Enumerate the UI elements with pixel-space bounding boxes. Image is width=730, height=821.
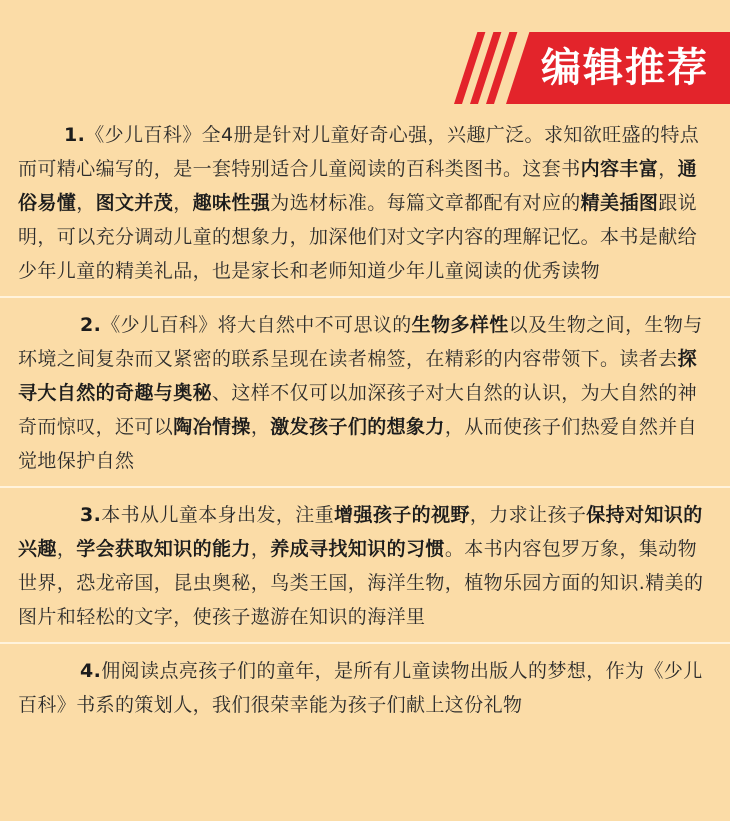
paragraph-3 [0, 498, 730, 634]
highlighted-text: 4. [80, 660, 102, 682]
body-text: 以及生物之间，生物与环境之间复杂而又紧密的联系呈现在读者棉签，在精彩的内容带领下。读者去 [18, 314, 703, 370]
body-text: 本书从儿童本身出发，注重 [101, 504, 335, 526]
body-text: ， [173, 192, 193, 214]
body-text: 、这样不仅可以加深孩子对大自然的认识，为大自然的神奇而惊叹，还可以 [18, 382, 698, 438]
divider-2 [0, 486, 730, 488]
highlighted-text: 通俗易懂 [18, 158, 698, 214]
body-text: 为选材标准。每篇文章都配有对应的 [270, 192, 581, 214]
body-text: 跟说明，可以充分调动儿童的想象力，加深他们对文字内容的理解记忆。本书是献给少年儿童的精美礼品，也是家长和老师知道少年儿童阅读的优秀读物 [18, 192, 698, 282]
body-text: 佣阅读点亮孩子们的童年，是所有儿童读物出版人的梦想，作为《少儿百科》书系的策划人，我们很荣幸能为孩子们献上这份礼物 [18, 660, 703, 716]
highlighted-text: 探寻大自然的奇趣与奥秘 [18, 348, 698, 404]
body-text: ， [56, 538, 77, 560]
highlighted-text: 趣味性强 [192, 192, 271, 214]
body-text: 《少儿百科》将大自然中不可思议的 [101, 314, 412, 336]
highlighted-text: 图文并茂 [95, 192, 174, 214]
paragraph-4 [0, 654, 730, 722]
body-text: ， [250, 538, 271, 560]
highlighted-text: 激发孩子们的想象力 [270, 416, 445, 438]
body-text: ，从而使孩子们热爱自然并自觉地保护自然 [18, 416, 698, 472]
paragraph-1 [0, 118, 730, 288]
highlighted-text: 保持对知识的兴趣 [18, 504, 703, 560]
divider-3 [0, 642, 730, 644]
body-text: ， [250, 416, 271, 438]
divider-1 [0, 296, 730, 298]
highlighted-text: 1. [64, 124, 86, 146]
highlighted-text: 内容丰富 [580, 158, 659, 180]
body-text: 《少儿百科》全4册是针对儿童好奇心强，兴趣广泛。求知欲旺盛的特点而可精心编写的，是一套特别适合儿童阅读的百科类图书。这套书 [18, 124, 700, 180]
highlighted-text: 生物多样性 [411, 314, 509, 336]
highlighted-text: 陶冶情操 [173, 416, 251, 438]
body-text: ， [76, 192, 96, 214]
highlighted-text: 养成寻找知识的习惯 [270, 538, 445, 560]
body-text: 。本书内容包罗万象，集动物世界，恐龙帝国，昆虫奥秘，鸟类王国，海洋生物，植物乐园方面的知识.精美的图片和轻松的文字，使孩子遨游在知识的海洋里 [18, 538, 704, 628]
recommendation-body [0, 118, 730, 730]
highlighted-text: 2. [80, 314, 102, 336]
highlighted-text: 增强孩子的视野 [334, 504, 470, 526]
decorative-stripes [444, 32, 514, 104]
body-text: ，力求让孩子 [469, 504, 587, 526]
highlighted-text: 3. [80, 504, 102, 526]
header-banner [0, 0, 730, 104]
body-text: ， [658, 158, 678, 180]
highlighted-text: 学会获取知识的能力 [76, 538, 251, 560]
highlighted-text: 精美插图 [580, 192, 659, 214]
section-title: 编辑推荐 [541, 45, 709, 91]
paragraph-2 [0, 308, 730, 478]
